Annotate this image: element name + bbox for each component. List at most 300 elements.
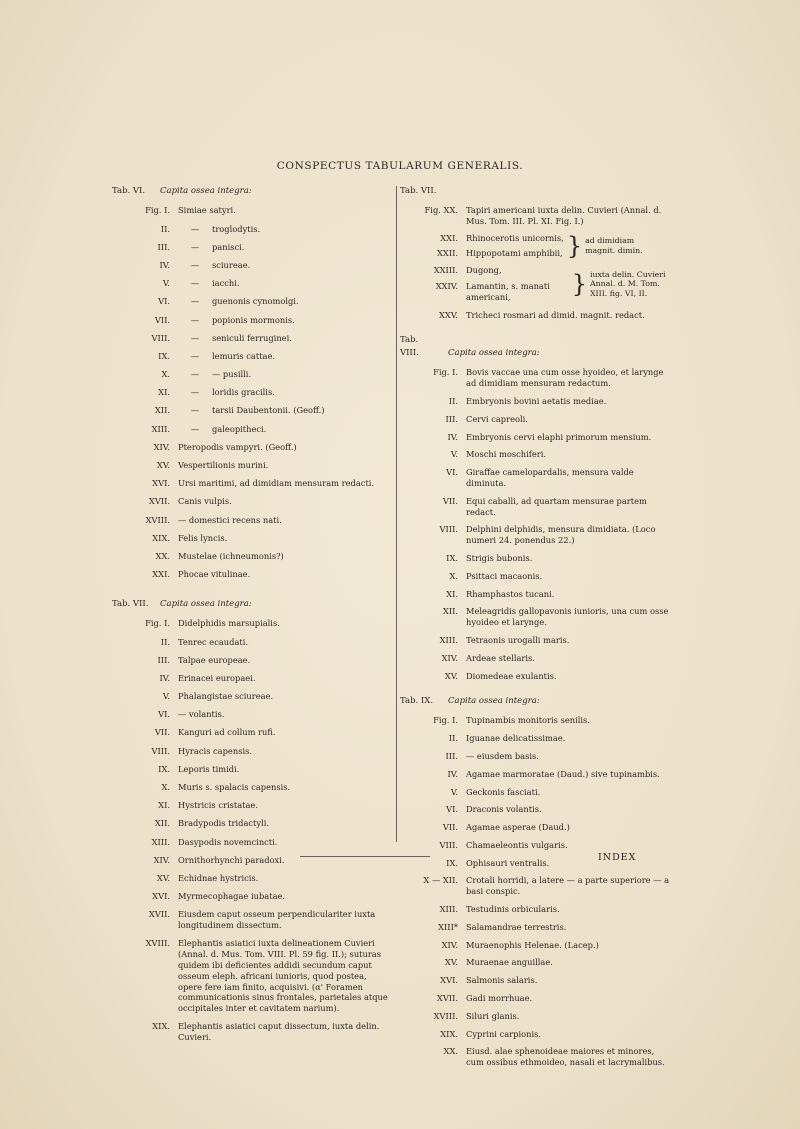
ditto-dash: —: [190, 296, 200, 307]
figure-description: [178, 533, 392, 544]
figure-text: Ursi maritimi, ad dimidiam mensuram redacti.: [178, 478, 375, 489]
figure-number: XIX.: [152, 532, 170, 543]
figure-text: Dugong,: [466, 265, 502, 276]
figure-number: X.: [161, 782, 170, 793]
table-heading: [400, 185, 670, 198]
figure-number: XV.: [444, 670, 458, 681]
figure-text: Phocae vitulinae.: [178, 569, 251, 580]
figure-text: Giraffae camelopardalis, mensura valde diminuta.: [466, 467, 634, 488]
ditto-dash: —: [190, 350, 200, 361]
figure-text: Geckonis fasciati.: [466, 786, 541, 797]
figure-entry: [112, 1021, 392, 1043]
figure-text: Leporis timidi.: [178, 763, 240, 774]
figure-text: Simiae satyri.: [178, 205, 236, 216]
figure-entry: [112, 351, 392, 362]
figure-entry: [112, 296, 392, 307]
figure-text: Hystricis cristatae.: [178, 800, 258, 811]
figure-text: — eiusdem basis.: [466, 750, 539, 761]
figure-number: XIV.: [441, 939, 458, 950]
figure-number: III.: [157, 654, 170, 665]
figure-number: III.: [157, 241, 170, 252]
figure-number: VI.: [446, 804, 458, 815]
figure-number: Fig. XX.: [424, 205, 458, 215]
figure-description: [178, 460, 392, 471]
figure-description: [466, 940, 670, 951]
figure-number: II.: [448, 733, 458, 744]
figure-number: III.: [445, 413, 458, 424]
figure-entry: [400, 1046, 670, 1068]
figure-number: XVIII.: [145, 938, 170, 949]
figure-description: [178, 873, 392, 884]
figure-text: Felis lyncis.: [178, 532, 228, 543]
figure-number: X — XII.: [423, 875, 458, 886]
figure-text: Agamae marmoratae (Daud.) sive tupinambis.: [466, 768, 660, 779]
figure-text: Crotali horridi, a latere — a parte superiore — a basi conspic.: [466, 875, 670, 897]
figure-number: VI.: [158, 296, 170, 307]
figure-number: XVI.: [152, 478, 170, 489]
figure-entry: [112, 242, 392, 253]
figure-description: [466, 840, 670, 851]
figure-number: XVII.: [148, 909, 170, 920]
figure-text: tarsii Daubentonii. (Geoff.): [212, 405, 325, 416]
figure-number: Fig. I.: [145, 618, 170, 629]
figure-entry: [400, 993, 670, 1004]
figure-text: Siluri glanis.: [466, 1010, 520, 1021]
figure-entry: [400, 310, 670, 321]
figure-entry: [112, 837, 392, 848]
figure-description: [178, 673, 392, 684]
figure-description: [466, 653, 670, 664]
figure-entry: [400, 1011, 670, 1022]
figure-entry: [400, 248, 564, 259]
figure-text: Ornithorhynchi paradoxi.: [178, 854, 285, 865]
figure-number: VII.: [154, 727, 170, 738]
figure-description: [178, 691, 392, 702]
table-caption: Capita ossea integra:: [448, 696, 540, 707]
figure-entry: [112, 891, 392, 902]
figure-number: II.: [160, 636, 170, 647]
page-title: CONSPECTUS TABULARUM GENERALIS.: [276, 160, 524, 172]
figure-text: Cervi capreoli.: [466, 413, 528, 424]
figure-entry: [400, 904, 670, 915]
figure-description: [466, 822, 670, 833]
figure-number: XVIII.: [433, 1010, 458, 1021]
figure-text: Agamae asperae (Daud.): [466, 822, 570, 833]
figure-entry: [400, 1029, 670, 1040]
figure-number: XII.: [154, 818, 170, 829]
figure-description: [466, 715, 670, 726]
right-column: [400, 185, 670, 1068]
figure-description: [178, 296, 392, 307]
figure-number: XV.: [444, 957, 458, 968]
ditto-dash: —: [190, 332, 200, 343]
figure-text: loridis gracilis.: [212, 387, 275, 398]
figure-text: Meleagridis gallopavonis iunioris, una cum osse hyoideo et larynge.: [466, 606, 669, 628]
figure-description: [466, 769, 670, 780]
figure-entry: [400, 840, 670, 851]
figure-text: iacchi.: [212, 278, 240, 289]
figure-entry: [112, 569, 392, 580]
figure-number: V.: [450, 449, 458, 460]
figure-text: Rhinocerotis unicornis,: [466, 232, 564, 243]
figure-entry: [400, 449, 670, 460]
figure-entry: [112, 278, 392, 289]
figure-number: VIII.: [439, 524, 458, 535]
figure-description: [178, 655, 392, 666]
figure-entry: [112, 333, 392, 344]
table-number: Tab. VIII.: [400, 335, 419, 359]
figure-text: Salamandrae terrestris.: [466, 921, 567, 932]
figure-entry: [400, 922, 670, 933]
figure-text: Erinacei europaei.: [178, 672, 256, 683]
group-note: iuxta delin. Cuvieri Annal. d. M. Tom. XIII. fig. VI, II.: [590, 269, 666, 298]
table-caption: Capita ossea integra:: [448, 348, 540, 359]
figure-number: III.: [445, 750, 458, 761]
figure-text: — volantis.: [178, 709, 225, 720]
figure-entry: [112, 673, 392, 684]
figure-entry: [112, 478, 392, 489]
figure-entry: [112, 764, 392, 775]
figure-number: XIII.: [439, 634, 458, 645]
figure-entry: [112, 691, 392, 702]
figure-description: [466, 1046, 670, 1068]
figure-description: [178, 478, 392, 489]
figure-entry: [400, 635, 670, 646]
figure-text: — pusilli.: [212, 369, 252, 380]
figure-entry: [400, 957, 670, 968]
figure-description: [466, 310, 670, 321]
figure-text: Embryonis cervi elaphi primorum mensium.: [466, 431, 652, 442]
table-heading: [112, 185, 392, 198]
figure-entry: [112, 551, 392, 562]
bottom-rule: [300, 856, 430, 857]
figure-text: Myrmecophagae iubatae.: [178, 891, 286, 902]
figure-number: IV.: [159, 259, 170, 270]
figure-number: IV.: [447, 768, 458, 779]
figure-number: XXI.: [152, 569, 170, 580]
figure-number: IX.: [446, 857, 458, 868]
figure-number: IV.: [447, 431, 458, 442]
table-heading: [400, 334, 670, 360]
figure-entry: [112, 618, 392, 629]
figure-entry: [112, 709, 392, 720]
figure-text: Gadi morrhuae.: [466, 993, 533, 1004]
figure-text: Eiusd. alae sphenoideae maiores et minores, cum ossibus ethmoideo, nasali et lacrymalibus.: [466, 1046, 665, 1068]
figure-number: XIV.: [153, 854, 170, 865]
figure-number: IX.: [158, 763, 170, 774]
table-heading: [112, 598, 392, 611]
figure-number: XVIII.: [145, 514, 170, 525]
figure-entry: [112, 873, 392, 884]
figure-description: [466, 858, 670, 869]
figure-entry: [112, 224, 392, 235]
brace-icon: }: [571, 269, 587, 298]
figure-text: Canis vulpis.: [178, 496, 232, 507]
figure-entry: [400, 265, 569, 276]
figure-entry: [400, 940, 670, 951]
figure-entry: [112, 909, 392, 931]
figure-text: Draconis volantis.: [466, 804, 542, 815]
figure-text: Muraenophis Helenae. (Lacep.): [466, 939, 599, 950]
figure-number: XI.: [446, 588, 458, 599]
figure-description: [466, 467, 670, 489]
figure-description: [178, 442, 392, 453]
figure-number: II.: [160, 223, 170, 234]
figure-text: troglodytis.: [212, 223, 261, 234]
table-caption: Capita ossea integra:: [160, 598, 252, 609]
figure-number: XV.: [156, 872, 170, 883]
figure-description: [178, 387, 392, 398]
figure-number: XX.: [443, 1046, 458, 1057]
figure-number: XXV.: [439, 309, 458, 320]
figure-description: [466, 635, 670, 646]
figure-entry: [400, 432, 670, 443]
figure-entry: [400, 653, 670, 664]
figure-description: [466, 1011, 670, 1022]
figure-entry: [400, 414, 670, 425]
brace-icon: }: [566, 231, 583, 260]
figure-description: [178, 782, 392, 793]
figure-text: Muraenae anguillae.: [466, 957, 553, 968]
figure-entry: [112, 424, 392, 435]
figure-entry: [112, 637, 392, 648]
figure-text: Strigis bubonis.: [466, 552, 533, 563]
figure-number: VIII.: [151, 332, 170, 343]
figure-description: [466, 414, 670, 425]
figure-entry: [112, 405, 392, 416]
figure-description: [178, 909, 392, 931]
figure-description: [178, 405, 392, 416]
figure-entry: [400, 671, 670, 682]
figure-text: Phalangistae sciureae.: [178, 691, 274, 702]
figure-description: [178, 205, 392, 216]
figure-number: V.: [450, 786, 458, 797]
figure-text: Bradypodis tridactyli.: [178, 818, 269, 829]
figure-number: XVII.: [436, 993, 458, 1004]
figure-entry: [400, 396, 670, 407]
group-rows: [400, 233, 564, 260]
bracketed-group: [400, 233, 670, 260]
figure-number: XIX.: [152, 1021, 170, 1032]
figure-text: Vespertilionis murini.: [178, 460, 269, 471]
figure-description: [466, 671, 670, 682]
figure-description: [466, 553, 670, 564]
figure-text: Muris s. spalacis capensis.: [178, 782, 291, 793]
figure-text: Talpae europeae.: [178, 654, 251, 665]
figure-text: Didelphidis marsupialis.: [178, 618, 280, 629]
figure-entry: [400, 589, 670, 600]
column-divider: [396, 186, 397, 842]
figure-text: Iguanae delicatissimae.: [466, 733, 566, 744]
figure-text: guenonis cynomolgi.: [212, 296, 299, 307]
figure-description: [466, 993, 670, 1004]
figure-number: Fig. I.: [145, 205, 170, 216]
figure-text: Embryonis bovini aetatis mediae.: [466, 395, 607, 406]
figure-text: seniculi ferruginei.: [212, 332, 292, 343]
figure-description: [466, 496, 670, 518]
figure-text: Salmonis salaris.: [466, 975, 538, 986]
ditto-dash: —: [190, 278, 200, 289]
figure-description: [178, 569, 392, 580]
figure-text: — domestici recens nati.: [178, 514, 282, 525]
figure-entry: [400, 975, 670, 986]
figure-description: [178, 496, 392, 507]
figure-description: [178, 800, 392, 811]
figure-description: [178, 1021, 392, 1043]
figure-entry: [112, 746, 392, 757]
table-number: Tab. IX.: [400, 696, 434, 707]
ditto-dash: —: [190, 241, 200, 252]
figure-number: XXII.: [436, 248, 458, 259]
figure-text: Tenrec ecaudati.: [178, 636, 249, 647]
figure-text: Hippopotami amphibii,: [466, 248, 563, 259]
figure-number: VII.: [442, 495, 458, 506]
figure-description: [466, 733, 670, 744]
figure-number: IX.: [446, 552, 458, 563]
figure-text: Echidnae hystricis.: [178, 872, 259, 883]
figure-description: [466, 957, 670, 968]
figure-text: Pteropodis vampyri. (Geoff.): [178, 441, 297, 452]
figure-text: Tupinambis monitoris senilis.: [466, 715, 590, 726]
figure-entry: [112, 818, 392, 829]
figure-entry: [400, 367, 670, 389]
figure-description: [178, 938, 392, 1014]
figure-text: panisci.: [212, 241, 245, 252]
figure-description: [466, 904, 670, 915]
figure-number: Fig. I.: [433, 715, 458, 726]
figure-entry: [400, 553, 670, 564]
figure-text: Mustelae (ichneumonis?): [178, 550, 284, 561]
figure-description: [178, 618, 392, 629]
figure-text: Rhamphastos tucani.: [466, 588, 555, 599]
figure-number: II.: [448, 395, 458, 406]
figure-description: [178, 260, 392, 271]
figure-description: [178, 242, 392, 253]
figure-number: XV.: [156, 460, 170, 471]
figure-entry: [112, 727, 392, 738]
figure-entry: [112, 938, 392, 1014]
figure-number: VII.: [154, 314, 170, 325]
figure-description: [466, 449, 670, 460]
ditto-dash: —: [190, 369, 200, 380]
figure-description: [466, 606, 670, 628]
figure-number: X.: [449, 570, 458, 581]
figure-number: XX.: [155, 550, 170, 561]
figure-number: XVI.: [152, 891, 170, 902]
figure-text: sciureae.: [212, 259, 251, 270]
group-rows: [400, 265, 569, 302]
table-heading: [400, 695, 670, 708]
figure-entry: [112, 260, 392, 271]
figure-text: Tapiri americani iuxta delin. Cuvieri (Annal. d. Mus. Tom. III. Pl. XI. Fig. I.): [466, 205, 662, 226]
figure-description: [466, 367, 670, 389]
figure-description: [178, 891, 392, 902]
figure-description: [466, 804, 670, 815]
figure-entry: [112, 515, 392, 526]
figure-number: V.: [162, 691, 170, 702]
figure-text: popionis mormonis.: [212, 314, 295, 325]
figure-entry: [112, 782, 392, 793]
figure-description: [178, 551, 392, 562]
figure-text: Equi caballi, ad quartam mensurae partem redact.: [466, 495, 647, 517]
figure-text: Cyprini carpionis.: [466, 1028, 542, 1039]
figure-text: Psittaci macaonis.: [466, 570, 543, 581]
figure-description: [466, 1029, 670, 1040]
figure-description: [178, 315, 392, 326]
figure-entry: [400, 822, 670, 833]
table-number: Tab. VII.: [400, 186, 437, 196]
figure-number: XIV.: [153, 441, 170, 452]
figure-description: [178, 746, 392, 757]
bracketed-group: [400, 265, 670, 302]
figure-description: [178, 818, 392, 829]
figure-entry: [112, 460, 392, 471]
figure-text: Kanguri ad collum rufi.: [178, 727, 276, 738]
figure-number: XXIV.: [435, 280, 458, 291]
figure-number: XII.: [442, 606, 458, 617]
figure-description: [178, 278, 392, 289]
figure-entry: [112, 315, 392, 326]
figure-description: [466, 205, 670, 227]
figure-description: [178, 764, 392, 775]
figure-number: XIII.: [439, 904, 458, 915]
figure-number: XIII*: [438, 921, 458, 932]
ditto-dash: —: [190, 405, 200, 416]
figure-description: [466, 751, 670, 762]
figure-text: Tetraonis urogalli maris.: [466, 634, 570, 645]
figure-text: Ophisauri ventralis.: [466, 857, 550, 868]
figure-text: lemuris cattae.: [212, 350, 276, 361]
figure-entry: [400, 769, 670, 780]
figure-entry: [400, 524, 670, 546]
figure-description: [178, 424, 392, 435]
ditto-dash: —: [190, 314, 200, 325]
figure-entry: [400, 875, 670, 897]
figure-text: Dasypodis novemcincti.: [178, 836, 278, 847]
figure-entry: [400, 205, 670, 227]
figure-text: Ardeae stellaris.: [466, 652, 535, 663]
figure-entry: [112, 496, 392, 507]
figure-description: [178, 727, 392, 738]
figure-entry: [112, 442, 392, 453]
figure-description: [178, 224, 392, 235]
figure-description: [466, 396, 670, 407]
figure-entry: [112, 655, 392, 666]
catchword: INDEX: [598, 852, 637, 863]
figure-number: V.: [162, 278, 170, 289]
figure-text: Delphini delphidis, mensura dimidiata. (Loco numeri 24. ponendus 22.): [466, 524, 656, 546]
left-column: [112, 185, 392, 1043]
figure-entry: [112, 369, 392, 380]
figure-description: [178, 351, 392, 362]
figure-text: Hyracis capensis.: [178, 745, 252, 756]
figure-description: [466, 571, 670, 582]
figure-entry: [112, 205, 392, 216]
figure-number: XII.: [154, 405, 170, 416]
figure-entry: [400, 606, 670, 628]
figure-text: Bovis vaccae una cum osse hyoideo, et larynge ad dimidiam mensuram redactum.: [466, 367, 664, 389]
figure-number: IV.: [159, 672, 170, 683]
figure-text: Elephantis asiatici caput dissectum, iuxta delin. Cuvieri.: [178, 1021, 380, 1043]
figure-description: [466, 524, 670, 546]
ditto-dash: —: [190, 223, 200, 234]
figure-description: [466, 432, 670, 443]
group-note: ad dimidiam magnit. dimin.: [585, 236, 643, 255]
figure-number: XIV.: [441, 652, 458, 663]
figure-description: [466, 875, 670, 897]
figure-number: XXIII.: [433, 265, 458, 276]
figure-description: [178, 637, 392, 648]
